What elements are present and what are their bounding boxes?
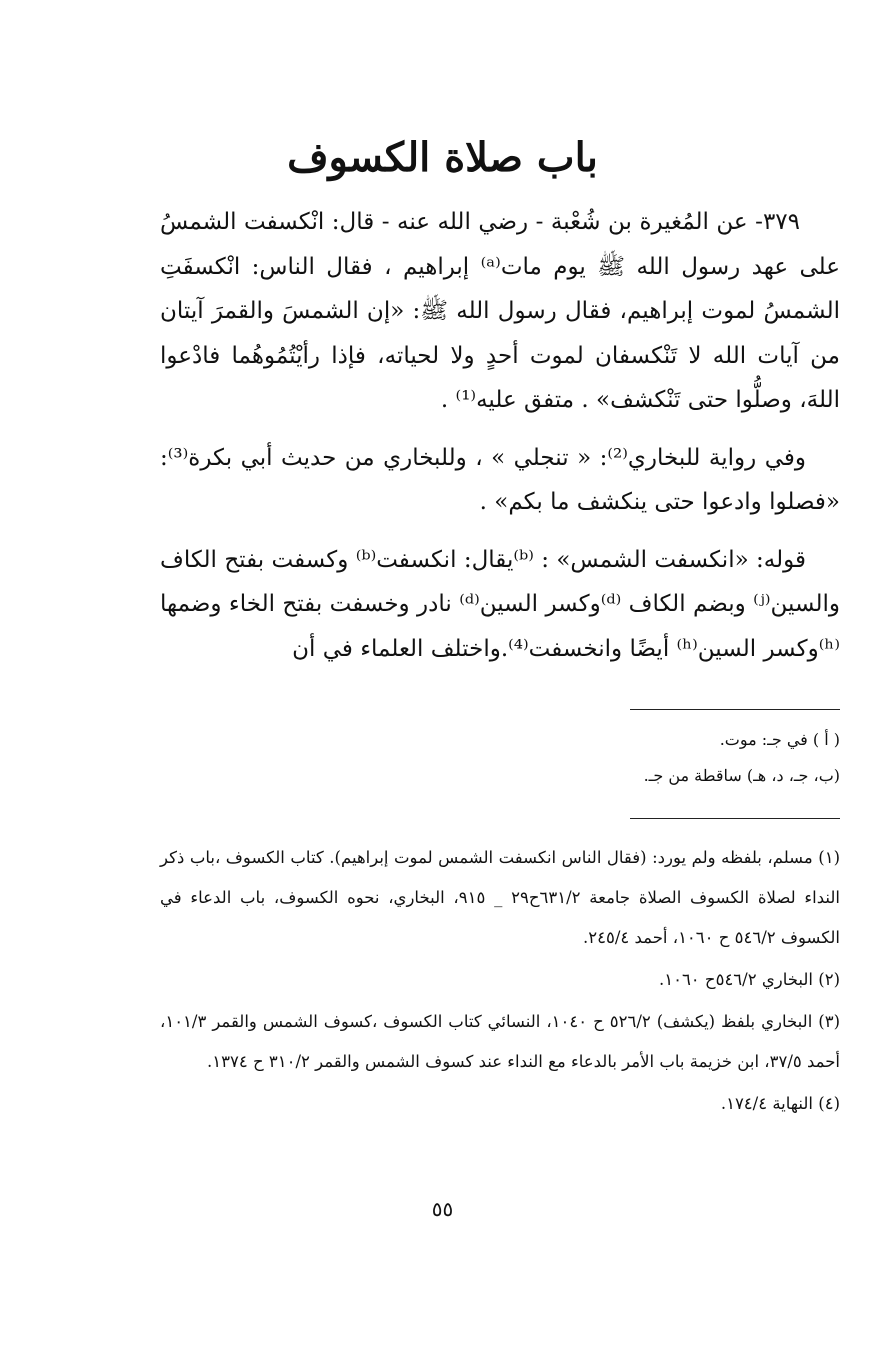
hadith-paragraph: ٣٧٩- عن المُغيرة بن شُعْبة - رضي الله عنه - قال: انْكسفت الشمسُ على عهد رسول الله ﷺ يوم مات⁽ᵃ⁾ إبراهيم ، فقال الناس: انْكسفَتِ الشمسُ لموت إبراهيم، فقال رسول الله ﷺ: «إن الشمسَ والقمرَ آيتان من آيات الله لا تَنْكسفان لموت أحدٍ ولا لحياته، فإذا رأيْتُمُوهُما فادْعوا اللهَ، وصلُّوا حتى تَنْكشف» . متفق عليه⁽¹⁾ . (160, 209, 840, 413)
source-notes (160, 838, 840, 1126)
source-note: (٣) البخاري بلفظ (يكشف) ٥٢٦/٢ ح ١٠٤٠، النسائي كتاب الكسوف ،كسوف الشمس والقمر ١٠١/٣، أحمد ٣٧/٥، ابن خزيمة باب الأمر بالدعاء مع النداء عند كسوف الشمس والقمر ٣١٠/٢ ح ١٣٧٤. (160, 1012, 841, 1071)
commentary-paragraph: قوله: «انكسفت الشمس» : ⁽ᵇ⁾يقال: انكسفت⁽ᵇ⁾ وكسفت بفتح الكاف والسين⁽ʲ⁾ وبضم الكاف ⁽ᵈ⁾وكسر السين⁽ᵈ⁾ نادر وخسفت بفتح الخاء وضمها ⁽ʰ⁾وكسر السين⁽ʰ⁾ أيضًا وانخسفت⁽⁴⁾.واختلف العلماء في أن (160, 546, 840, 662)
footnote-divider-letters (630, 709, 840, 710)
page-number: ٥٥ (431, 1197, 454, 1221)
main-text (160, 200, 840, 684)
source-note: (١) مسلم، بلفظه ولم يورد: (فقال الناس انكسفت الشمس لموت إبراهيم). كتاب الكسوف ،باب ذكر النداء لصلاة الكسوف الصلاة جامعة ٦٣١/٢ح٢٩ _ ٩١٥، البخاري، نحوه الكسوف، باب الدعاء في الكسوف ٥٤٦/٢ ح ١٠٦٠، أحمد ٢٤٥/٤. (160, 848, 841, 947)
narration-paragraph: وفي رواية للبخاري⁽²⁾: « تنجلي » ، وللبخاري من حديث أبي بكرة⁽³⁾: «فصلوا وادعوا حتى ينكشف ما بكم» . (160, 444, 840, 515)
variant-notes (160, 722, 840, 794)
source-note: (٢) البخاري ٥٤٦/٢ح ١٠٦٠. (658, 970, 840, 989)
chapter-title: باب صلاة الكسوف (287, 134, 598, 181)
variant-note: (ب، جـ، د، هـ) ساقطة من جـ. (643, 766, 840, 785)
source-note: (٤) النهاية ١٧٤/٤. (720, 1094, 840, 1113)
footnote-divider-numbers (630, 818, 840, 819)
variant-note: ( أ ) في جـ: موت. (719, 730, 840, 749)
